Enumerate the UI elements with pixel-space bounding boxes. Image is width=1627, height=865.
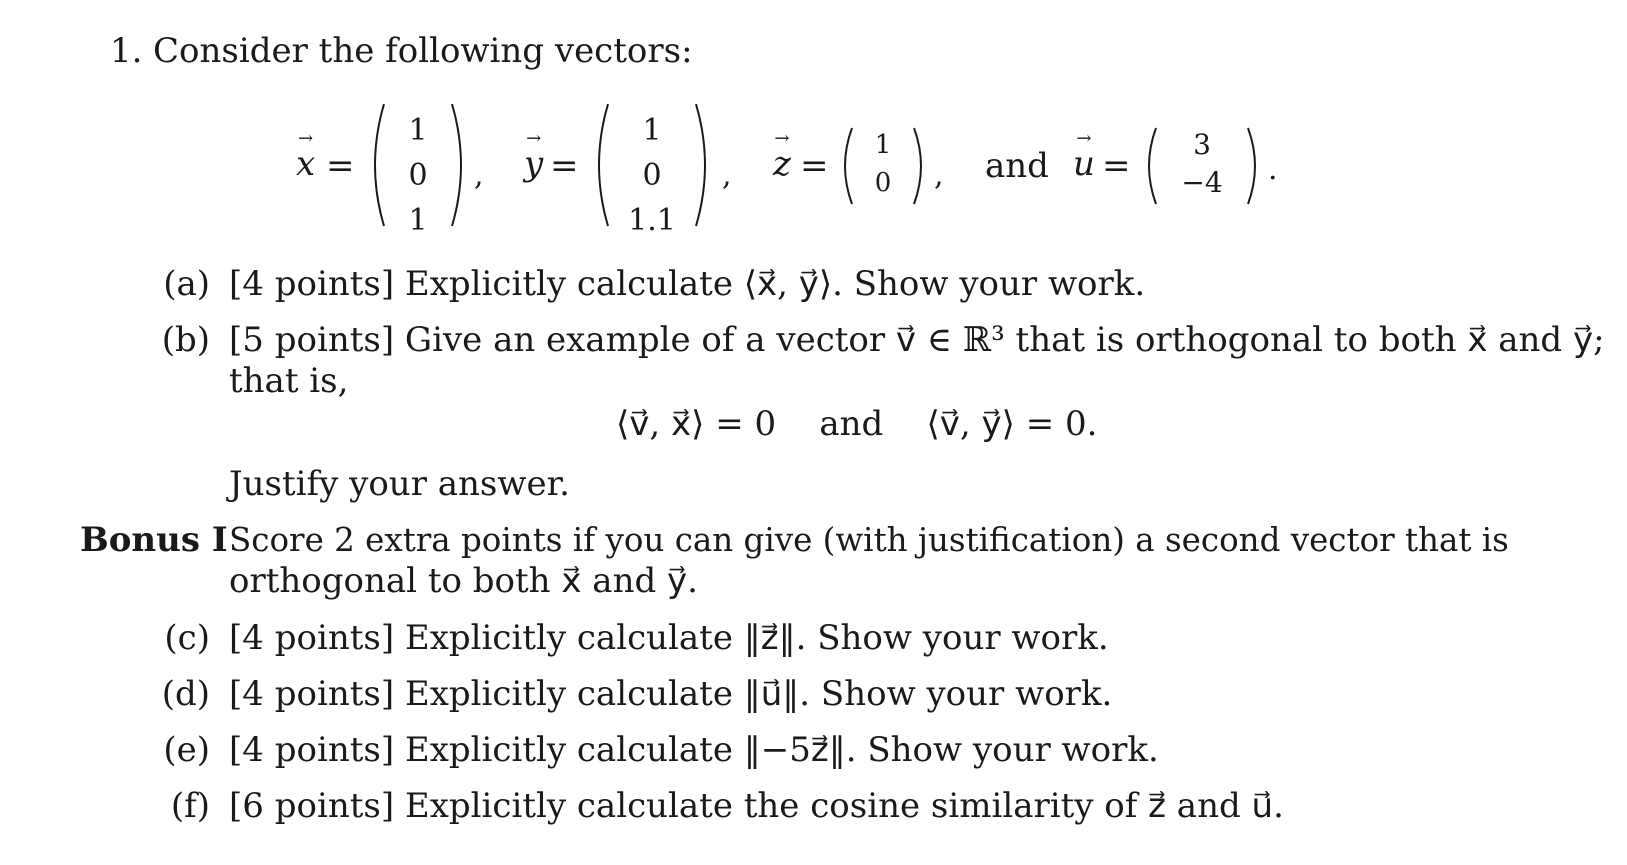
vector-entry: 1 xyxy=(408,203,428,238)
part-a-label: (a) xyxy=(163,264,210,304)
vector-entry: 0 xyxy=(642,158,662,193)
vector-entry: 1.1 xyxy=(628,203,676,238)
part-f-label: (f) xyxy=(170,786,210,826)
problem-number: 1. xyxy=(110,31,143,71)
vector-y-symbol: → y xyxy=(524,144,543,184)
vector-z-entries xyxy=(858,126,908,202)
vector-u-entries xyxy=(1166,126,1238,202)
part-c-label: (c) xyxy=(164,618,210,658)
part-c-text xyxy=(229,618,1109,658)
vector-entry: 0 xyxy=(874,168,892,198)
bonus-text-line1: Score 2 extra points if you can give (with justification) a second vector that is xyxy=(229,521,1509,559)
period: . xyxy=(1268,152,1278,187)
vector-entry: −4 xyxy=(1181,166,1223,199)
vector-entry: 1 xyxy=(874,130,892,160)
bonus-text-line2: orthogonal to both x⃗ and y⃗. xyxy=(229,561,698,601)
part-a-question: Explicitly calculate ⟨x⃗, y⃗⟩. Show your work. xyxy=(404,264,1146,304)
part-b-equation: ⟨v⃗, x⃗⟩ = 0 and ⟨v⃗, y⃗⟩ = 0. xyxy=(616,404,1098,444)
part-b-text-line2: that is, xyxy=(229,361,349,401)
comma: , xyxy=(934,158,944,193)
part-d-question: Explicitly calculate ‖u⃗‖. Show your work. xyxy=(404,674,1113,714)
vector-entry: 1 xyxy=(642,113,662,148)
part-f-question: Explicitly calculate the cosine similarity of z⃗ and u⃗. xyxy=(404,786,1284,826)
part-d-points: [4 points] xyxy=(229,674,395,714)
vector-entry: 0 xyxy=(408,158,428,193)
part-b-points: [5 points] xyxy=(229,320,395,360)
part-d-text xyxy=(229,674,1112,714)
part-b-question: Give an example of a vector v⃗ ∈ ℝ³ that is orthogonal to both x⃗ and y⃗; xyxy=(404,320,1605,360)
part-c-question: Explicitly calculate ‖z⃗‖. Show your work. xyxy=(404,618,1109,658)
comma: , xyxy=(722,158,732,193)
part-f-points: [6 points] xyxy=(229,786,395,826)
part-e-label: (e) xyxy=(163,730,210,770)
part-d-label: (d) xyxy=(161,674,210,714)
vector-entry: 3 xyxy=(1193,128,1211,161)
part-a-points: [4 points] xyxy=(229,264,395,304)
vector-x-symbol: → x xyxy=(296,144,315,184)
equals-sign: = xyxy=(800,146,829,186)
vector-x-entries xyxy=(388,108,448,243)
part-e-points: [4 points] xyxy=(229,730,395,770)
part-b-label: (b) xyxy=(161,320,210,360)
problem-intro: Consider the following vectors: xyxy=(153,31,693,71)
part-b-justify: Justify your answer. xyxy=(229,464,570,504)
equals-sign: = xyxy=(326,146,355,186)
equals-sign: = xyxy=(1102,146,1131,186)
vector-entry: 1 xyxy=(408,113,428,148)
bonus-label: Bonus I xyxy=(80,520,228,560)
part-e-text xyxy=(229,730,1159,770)
vector-z-symbol: → z xyxy=(773,144,791,184)
part-c-points: [4 points] xyxy=(229,618,395,658)
equals-sign: = xyxy=(550,146,579,186)
part-e-question: Explicitly calculate ‖−5z⃗‖. Show your work. xyxy=(404,730,1159,770)
vector-y-entries xyxy=(614,108,690,243)
comma: , xyxy=(474,158,484,193)
part-f-text xyxy=(229,786,1284,826)
vector-u-symbol: → u xyxy=(1073,144,1095,184)
part-a-text xyxy=(229,264,1145,304)
part-b-text-line1 xyxy=(229,320,1605,360)
and-connector: and xyxy=(985,146,1049,186)
